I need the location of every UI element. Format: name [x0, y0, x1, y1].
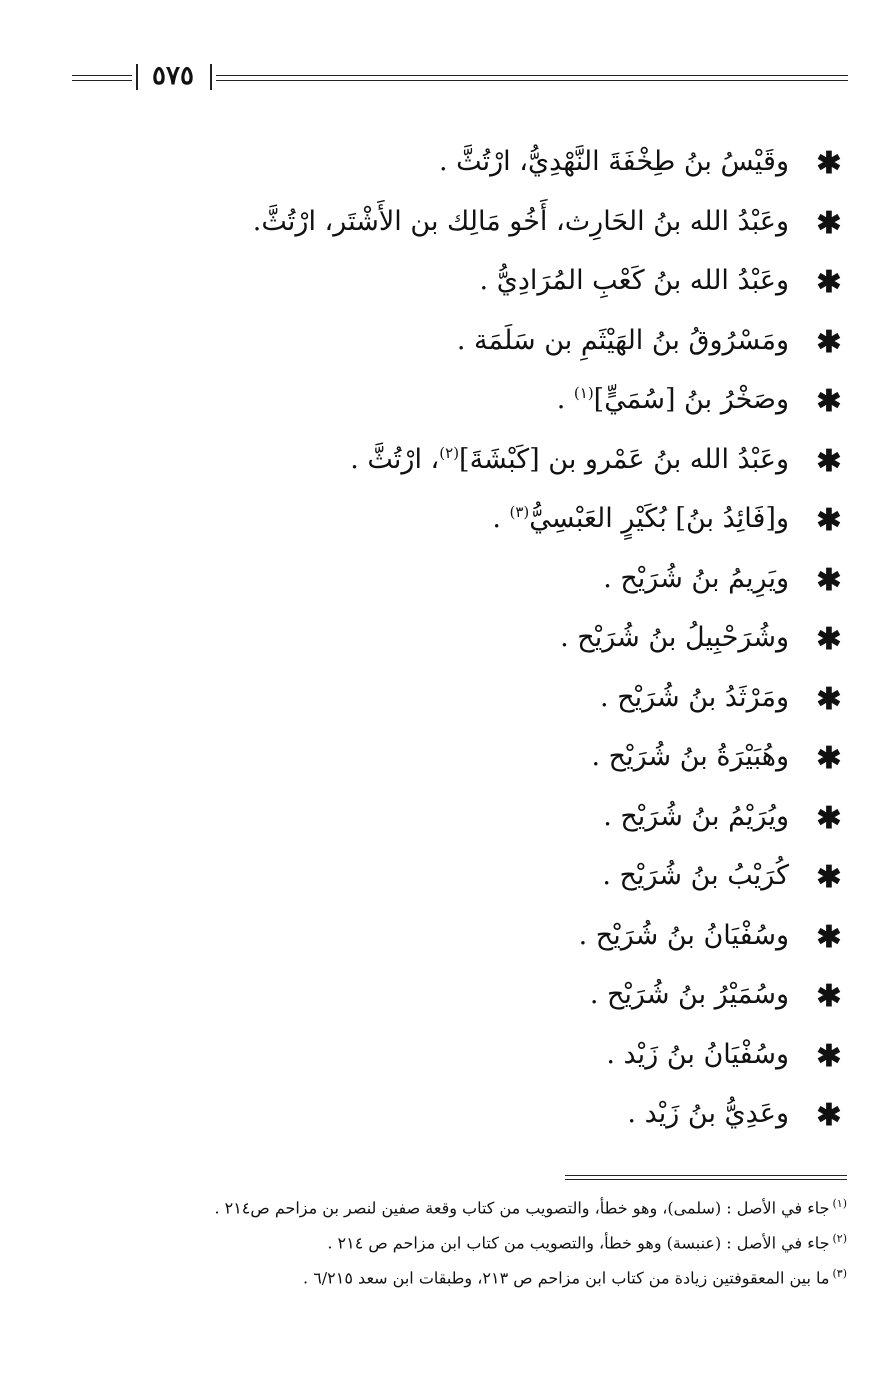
- list-item: [83, 495, 843, 555]
- footnote-number: (٢): [832, 1232, 847, 1245]
- list-item: [83, 852, 843, 912]
- entry-name: وصَخْرُ بنُ [سُمَيٍّ]: [593, 384, 789, 415]
- header-divider-right: [210, 64, 212, 90]
- entry-text: [492, 495, 789, 543]
- footnote-item: [47, 1221, 847, 1256]
- footnote-ref[interactable]: (٣): [509, 503, 530, 521]
- footnote-text: جاء في الأصل : (سلمى)، وهو خطأ، والتصويب من كتاب وقعة صفين لنصر بن مزاحم ص٢١٤ .: [214, 1198, 830, 1218]
- list-item: [83, 436, 843, 496]
- entry-name: وقَيْسُ بنُ طِخْفَةَ النَّهْدِيُّ، ارْتُثَّ .: [438, 146, 789, 177]
- list-item: [83, 971, 843, 1031]
- page-header: [72, 62, 848, 94]
- list-item: [83, 138, 843, 198]
- asterisk-icon: ✱: [816, 205, 842, 241]
- asterisk-icon: ✱: [816, 146, 842, 181]
- asterisk-icon: ✱: [816, 265, 842, 300]
- list-item: [83, 614, 843, 674]
- list-item: [83, 376, 843, 436]
- footnote-item: [47, 1186, 847, 1221]
- entry-text: [603, 555, 789, 603]
- footnote-text: ما بين المعقوفتين زيادة من كتاب ابن مزاحم ص ٢١٣، وطبقات ابن سعد ٦/٢١٥ .: [303, 1268, 830, 1288]
- entry-text: [603, 793, 789, 841]
- list-item: [83, 198, 843, 258]
- entry-name: وهُبَيْرَةُ بنُ شُرَيْح .: [591, 741, 789, 772]
- asterisk-icon: ✱: [816, 741, 842, 776]
- entry-name: وسُفْيَانُ بنُ شُرَيْح .: [578, 919, 789, 951]
- asterisk-icon: ✱: [816, 681, 842, 717]
- entry-text: [627, 1090, 789, 1138]
- header-divider-left: [136, 64, 138, 90]
- entry-name: ومَسْرُوقُ بنُ الهَيْثَمِ بن سَلَمَة .: [456, 324, 789, 356]
- footnote-ref[interactable]: (٢): [439, 443, 460, 462]
- footnote-item: [47, 1256, 847, 1291]
- list-item: [83, 1090, 843, 1150]
- entry-text: [457, 317, 789, 365]
- asterisk-icon: ✱: [816, 562, 842, 598]
- footnote-text: جاء في الأصل : (عنبسة) وهو خطأ، والتصويب من كتاب ابن مزاحم ص ٢١٤ .: [327, 1233, 830, 1253]
- entry-name: وعَبْدُ الله بنُ عَمْرو بن [كَبْشَةَ]: [459, 443, 789, 475]
- entry-name: وعَدِيُّ بنُ زَيْد .: [627, 1098, 789, 1129]
- list-item: [83, 733, 843, 793]
- page-number: ٥٧٥: [152, 61, 194, 91]
- asterisk-icon: ✱: [816, 443, 842, 479]
- footnote-number: (١): [832, 1197, 847, 1210]
- entry-text: [592, 733, 789, 781]
- entry-name: وعَبْدُ الله بنُ كَعْبِ المُرَادِيُّ .: [479, 265, 789, 296]
- entry-tail: .: [556, 384, 574, 415]
- entry-text: [557, 376, 789, 424]
- asterisk-icon: ✱: [816, 622, 842, 657]
- footnote-separator: [565, 1175, 847, 1180]
- asterisk-icon: ✱: [816, 384, 842, 419]
- entry-text: [253, 198, 789, 246]
- list-item: [83, 1031, 843, 1091]
- header-rule-right: [216, 75, 848, 81]
- entry-name: وسُمَيْرُ بنُ شُرَيْح .: [589, 979, 789, 1010]
- entry-text: [606, 1031, 789, 1079]
- entry-text: [579, 912, 789, 960]
- entry-name: كُرَيْبُ بنُ شُرَيْح .: [602, 860, 789, 891]
- entry-text: [590, 971, 789, 1019]
- entry-name: ويُرَيْمُ بنُ شُرَيْح .: [603, 800, 789, 832]
- entry-text: [439, 138, 789, 186]
- asterisk-icon: ✱: [816, 919, 842, 955]
- list-item: [83, 674, 843, 734]
- entry-name: ويَرِيمُ بنُ شُرَيْح .: [603, 562, 789, 594]
- entry-text: [350, 436, 789, 484]
- entry-name: وشُرَحْبِيلُ بنُ شُرَيْح .: [560, 622, 789, 653]
- entry-text: [480, 257, 789, 305]
- footnote-number: (٣): [832, 1267, 847, 1280]
- asterisk-icon: ✱: [816, 1038, 842, 1074]
- entry-name: وسُفْيَانُ بنُ زَيْد .: [606, 1038, 789, 1070]
- entry-name: وعَبْدُ الله بنُ الحَارِث، أَخُو مَالِك بن الأَشْتَر، ارْتُثَّ.: [252, 205, 789, 237]
- entry-text: [600, 674, 789, 722]
- entry-text: [602, 852, 789, 900]
- footnotes: [47, 1186, 847, 1291]
- entry-text: [560, 614, 789, 662]
- list-item: [83, 912, 843, 972]
- asterisk-icon: ✱: [816, 860, 842, 895]
- entry-name: ومَرْثَدُ بنُ شُرَيْح .: [600, 681, 789, 713]
- entry-tail: ، ارْتُثَّ .: [350, 443, 440, 475]
- list-item: [83, 317, 843, 377]
- list-item: [83, 257, 843, 317]
- list-item: [83, 793, 843, 853]
- name-list: [83, 138, 843, 1150]
- list-item: [83, 555, 843, 615]
- entry-tail: .: [492, 503, 510, 534]
- asterisk-icon: ✱: [816, 324, 842, 360]
- header-rule-left: [72, 75, 132, 81]
- entry-name: و[فَائِدُ بنُ] بُكَيْرٍ العَبْسِيُّ: [529, 503, 789, 534]
- asterisk-icon: ✱: [816, 979, 842, 1014]
- footnote-ref[interactable]: (١): [573, 384, 594, 402]
- asterisk-icon: ✱: [816, 503, 842, 538]
- asterisk-icon: ✱: [816, 1098, 842, 1133]
- asterisk-icon: ✱: [816, 800, 842, 836]
